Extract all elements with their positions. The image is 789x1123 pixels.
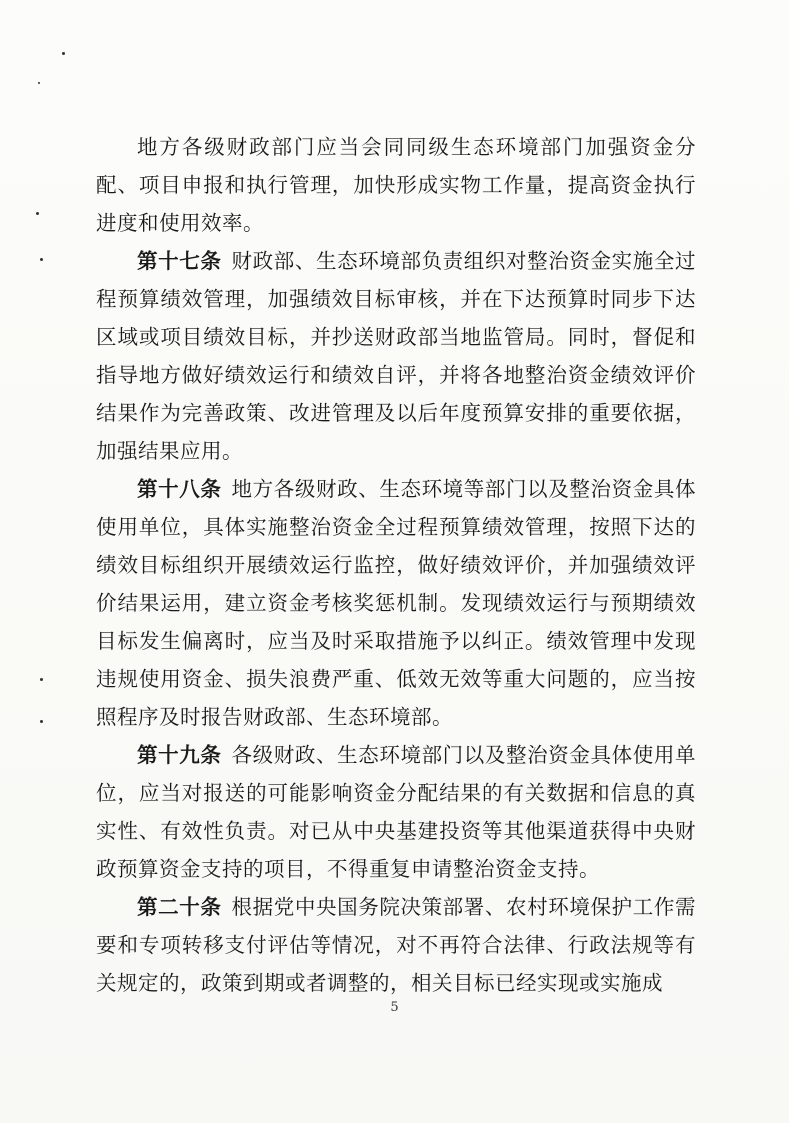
paragraph-article-17 bbox=[96, 242, 696, 470]
scan-speck bbox=[38, 82, 40, 84]
document-body bbox=[96, 128, 696, 1002]
article-label: 第十九条 bbox=[137, 743, 222, 767]
paragraph-text: 地方各级财政、生态环境等部门以及整治资金具体使用单位，具体实施整治资金全过程预算绩效管理，按照下达的绩效目标组织开展绩效运行监控，做好绩效评价，并加强绩效评价结果运用，建立资金考核奖惩机制。发现绩效运行与预期绩效目标发生偏离时，应当及时采取措施予以纠正。绩效管理中发现违规使用资金、损失浪费严重、低效无效等重大问题的，应当按照程序及时报告财政部、生态环境部。 bbox=[96, 477, 697, 729]
paragraph-article-20 bbox=[96, 888, 696, 1002]
paragraph-article-18 bbox=[96, 470, 696, 736]
scan-speck bbox=[40, 258, 43, 261]
scan-speck bbox=[36, 212, 39, 215]
scan-speck bbox=[40, 678, 43, 681]
scan-speck bbox=[40, 720, 43, 723]
scan-speck bbox=[62, 52, 65, 55]
paragraph-text: 各级财政、生态环境部门以及整治资金具体使用单位，应当对报送的可能影响资金分配结果的有关数据和信息的真实性、有效性负责。对已从中央基建投资等其他渠道获得中央财政预算资金支持的项目，不得重复申请整治资金支持。 bbox=[96, 743, 697, 881]
paragraph-text: 地方各级财政部门应当会同同级生态环境部门加强资金分配、项目申报和执行管理，加快形成实物工作量，提高资金执行进度和使用效率。 bbox=[96, 135, 696, 235]
paragraph-text: 根据党中央国务院决策部署、农村环境保护工作需要和专项转移支付评估等情况，对不再符合法律、行政法规等有关规定的，政策到期或者调整的，相关目标已经实现或实施成 bbox=[96, 895, 697, 995]
paragraph-article-19 bbox=[96, 736, 696, 888]
paragraph-text: 财政部、生态环境部负责组织对整治资金实施全过程预算绩效管理，加强绩效目标审核，并在下达预算时同步下达区域或项目绩效目标，并抄送财政部当地监管局。同时，督促和指导地方做好绩效运行和绩效自评，并将各地整治资金绩效评价结果作为完善政策、改进管理及以后年度预算安排的重要依据，加强结果应用。 bbox=[96, 249, 697, 463]
article-label: 第十七条 bbox=[137, 249, 222, 273]
article-label: 第十八条 bbox=[137, 477, 222, 501]
paragraph-intro bbox=[96, 128, 696, 242]
article-label: 第二十条 bbox=[137, 895, 222, 919]
page-number: 5 bbox=[390, 1000, 399, 1015]
